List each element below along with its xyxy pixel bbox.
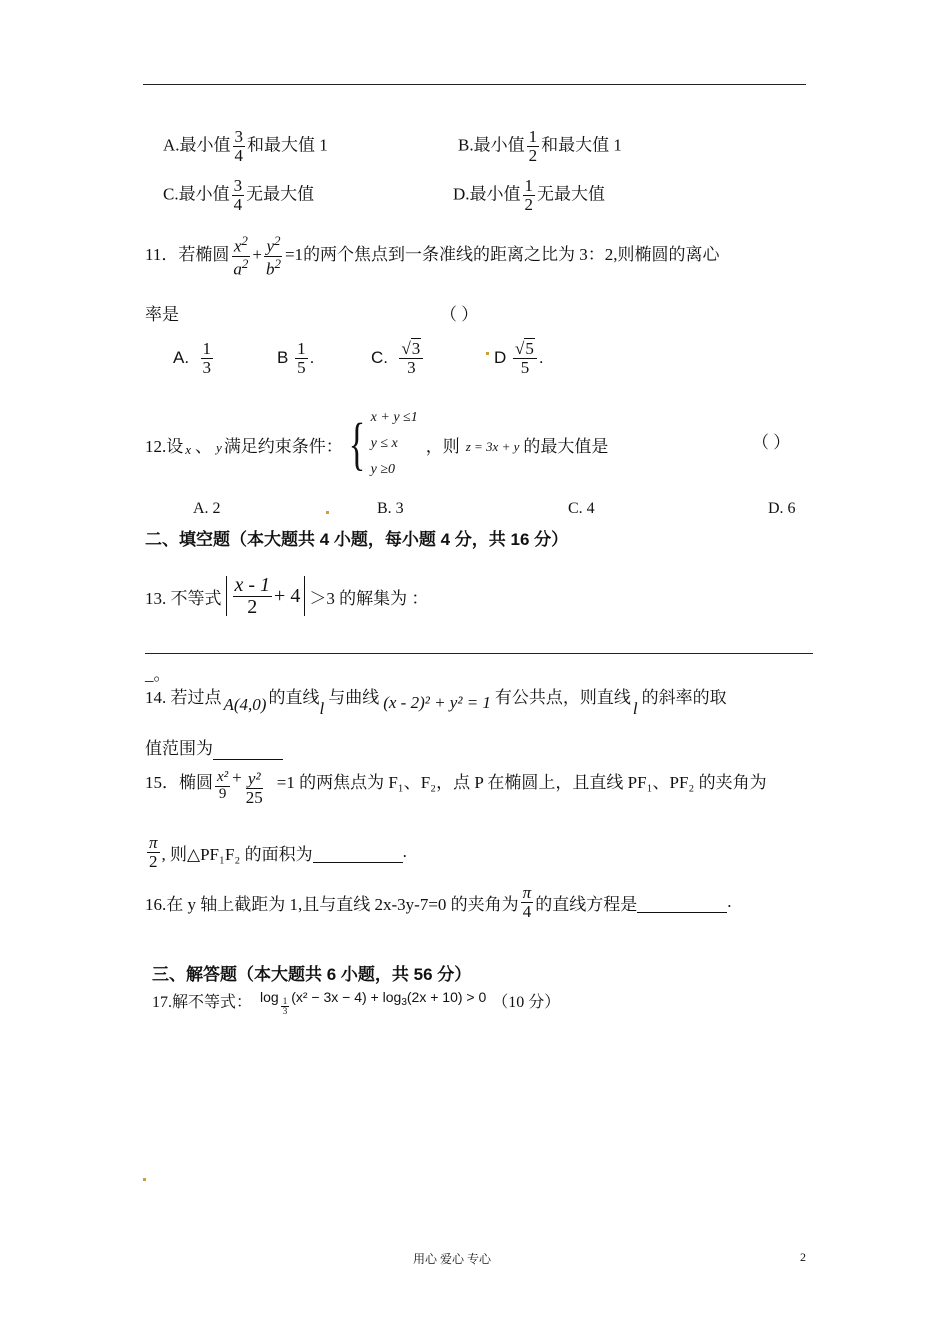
q11-option-c-denominator: 3 — [407, 357, 416, 377]
q11-x-denominator — [231, 257, 250, 279]
q11-x-var: x — [233, 236, 242, 256]
q14-curve: (x - 2)² + y² = 1 — [383, 693, 491, 712]
q12-var-x: x — [185, 442, 192, 457]
q11-option-d-tail: . — [538, 347, 544, 367]
q12-mid: 满足约束条件： — [223, 436, 343, 456]
q16-text: 16.在 y 轴上截距为 1,且与直线 2x-3y-7=0 的夹角为 — [145, 894, 519, 914]
q11-option-b-fraction — [295, 340, 308, 377]
q10-option-a — [163, 128, 328, 165]
q11-equals-one: =1 — [284, 244, 304, 264]
q11-option-b-denominator: 5 — [297, 357, 306, 377]
q15-line2 — [145, 834, 407, 871]
q10-option-d-prefix: D.最小值 — [453, 184, 521, 204]
q12-separator: 、 — [195, 436, 213, 456]
q17-stem — [152, 989, 560, 1017]
q14-stem — [145, 683, 727, 719]
q12-stem — [145, 404, 608, 484]
q17-score: （10 分） — [492, 994, 561, 1011]
q17-base-1-num: 1 — [282, 996, 288, 1006]
q11-a-var: a — [233, 259, 242, 279]
q11-b-exp: 2 — [274, 255, 281, 271]
page-number: 2 — [800, 1250, 806, 1264]
q10-option-b-suffix: 和最大值 1 — [541, 135, 622, 155]
q10-option-a-suffix: 和最大值 1 — [247, 135, 328, 155]
q11-text: 的两个焦点到一条准线的距离之比为 3：2,则椭圆的离心 — [303, 244, 720, 264]
q11-answer-paren: （ ） — [440, 305, 479, 324]
q13-stem — [145, 566, 428, 626]
q12-objective: z = 3x + y — [465, 439, 520, 454]
q14-line-l: l — [319, 699, 325, 718]
q13-numerator: x - 1 — [234, 573, 271, 596]
q15-text-2: , 则△PF₁F₂ 的面积为 — [161, 844, 313, 864]
q16-tail: 的直线方程是 — [535, 894, 638, 914]
q14-prefix: 14. 若过点 — [145, 688, 222, 707]
q15-stem — [145, 768, 767, 807]
q10-option-b-denominator: 2 — [528, 145, 538, 165]
q11-option-a — [173, 340, 215, 377]
q12-option-c: C. 4 — [568, 500, 595, 517]
q11-option-b-numerator: 1 — [297, 339, 306, 358]
q10-option-b-fraction — [527, 128, 540, 165]
q11-y-denominator — [264, 257, 283, 279]
q10-option-b-numerator: 1 — [528, 127, 538, 146]
q12-then: ，则 — [425, 436, 460, 456]
q14-answer-blank[interactable] — [213, 739, 283, 760]
q11-stem — [145, 234, 720, 278]
q12-tail: 的最大值是 — [523, 436, 609, 456]
q11-option-c-radicand: 3 — [411, 339, 421, 358]
q11-x-exp: 2 — [241, 233, 248, 248]
q11-option-a-numerator: 1 — [202, 339, 212, 358]
q15-pi: π — [149, 833, 158, 852]
abs-bar-right — [304, 576, 305, 616]
q10-option-d-denominator: 2 — [524, 194, 534, 214]
q11-option-c — [371, 340, 425, 377]
q12-var-y: y — [216, 440, 222, 455]
q15-text-1: =1 的两焦点为 F₁、F₂，点 P 在椭圆上，且直线 PF₁、PF₂ 的夹角为 — [276, 773, 767, 792]
q12-constraint-2: y ≤ x — [370, 436, 398, 451]
brace-icon: { — [348, 411, 366, 476]
q10-option-c-fraction — [232, 177, 245, 214]
q13-denominator: 2 — [247, 595, 258, 618]
q14-line2 — [145, 734, 283, 760]
q11-plus: + — [252, 244, 262, 264]
decorative-dot — [326, 511, 329, 514]
q17-prefix: 17.解不等式： — [152, 994, 253, 1011]
q17-expr-2: (2x + 10) > 0 — [406, 989, 487, 1005]
q10-option-b-prefix: B.最小值 — [458, 135, 525, 155]
q15-x-denominator: 9 — [218, 785, 227, 802]
q14-line-l-2: l — [632, 699, 638, 718]
q11-option-b-label: B — [277, 347, 289, 367]
q11-option-c-label: C. — [371, 347, 388, 367]
q13-fraction — [233, 575, 273, 618]
q10-option-d — [453, 177, 605, 214]
q11-option-d-numerator — [513, 340, 537, 359]
q10-option-a-fraction — [233, 128, 246, 165]
q12-option-d: D. 6 — [768, 500, 796, 517]
q14-point: A(4,0) — [223, 695, 267, 714]
header-rule — [143, 84, 806, 85]
q16-answer-blank[interactable] — [637, 892, 727, 913]
q11-line2: 率是 — [145, 305, 179, 324]
q11-option-b-tail: . — [309, 347, 315, 367]
q16-four: 4 — [522, 901, 532, 921]
q11-option-c-numerator — [399, 340, 423, 359]
q12-option-b: B. 3 — [377, 500, 404, 517]
q17-base-1-den: 3 — [282, 1006, 288, 1017]
q11-x-numerator — [232, 234, 250, 257]
q10-option-a-denominator: 4 — [234, 145, 244, 165]
q15-two: 2 — [149, 851, 158, 871]
q15-plus: + — [232, 768, 242, 787]
q15-y-fraction — [244, 770, 265, 807]
q15-y-denominator: 25 — [245, 787, 263, 807]
q15-period: . — [402, 842, 407, 862]
q14-text-1: 的直线 — [268, 688, 320, 707]
q11-b-var: b — [265, 259, 275, 279]
q10-option-c-numerator: 3 — [233, 176, 243, 195]
q16-pi: π — [522, 883, 532, 902]
q17-base-1 — [281, 997, 290, 1017]
q11-prefix: 11．若椭圆 — [145, 244, 230, 264]
q11-y-numerator — [264, 234, 282, 257]
q10-option-b — [458, 128, 622, 165]
q11-y-var: y — [266, 236, 274, 256]
q12-answer-paren: （ ） — [752, 433, 791, 452]
q16-pi-fraction — [521, 884, 534, 921]
q10-option-d-fraction — [523, 177, 536, 214]
section-3-heading: 三、解答题（本大题共 6 小题，共 56 分） — [152, 965, 472, 984]
q15-answer-blank[interactable] — [313, 842, 403, 863]
q15-prefix: 15．椭圆 — [145, 773, 213, 792]
q11-option-b — [277, 340, 314, 377]
decorative-dot — [143, 1178, 146, 1181]
q10-option-c-prefix: C.最小值 — [163, 184, 230, 204]
q14-text-3: 有公共点，则直线 — [494, 688, 631, 707]
q16-period: . — [727, 892, 732, 912]
q17-expr-1: (x² − 3x − 4) + log — [291, 989, 402, 1005]
q12-constraints — [371, 405, 418, 483]
q13-continuation: _。 — [145, 665, 171, 684]
q11-option-a-denominator: 3 — [202, 357, 212, 377]
abs-bar-left — [226, 576, 227, 616]
q10-option-c — [163, 177, 314, 214]
q11-y-exp: 2 — [273, 233, 281, 248]
q11-y-fraction — [264, 234, 283, 278]
sqrt-icon: √ — [401, 339, 411, 358]
q13-prefix: 13. 不等式 — [145, 588, 222, 608]
q15-x-numerator: x² — [217, 769, 229, 785]
q11-x-fraction — [231, 234, 250, 278]
sqrt-icon: √ — [515, 339, 525, 358]
q10-option-c-denominator: 4 — [233, 194, 243, 214]
footer-slogan: 用心 爱心 专心 — [413, 1252, 492, 1266]
q11-option-d-label: D — [494, 347, 507, 367]
section-2-heading: 二、填空题（本大题共 4 小题，每小题 4 分，共 16 分） — [145, 530, 569, 549]
q11-option-d-radicand: 5 — [525, 339, 534, 358]
q11-option-d-denominator: 5 — [520, 357, 530, 377]
q16-stem — [145, 884, 731, 921]
q10-option-c-suffix: 无最大值 — [246, 184, 315, 204]
q10-option-a-numerator: 3 — [234, 127, 244, 146]
q12-constraint-1: x + y ≤1 — [370, 410, 418, 425]
q12-prefix: 12.设 — [145, 436, 184, 456]
q10-option-d-suffix: 无最大值 — [537, 184, 606, 204]
q14-text-2: 与曲线 — [328, 688, 380, 707]
q11-option-a-label: A. — [173, 347, 190, 367]
q11-option-d-fraction — [513, 340, 537, 377]
q11-option-d — [494, 340, 544, 377]
q10-option-a-prefix: A.最小值 — [163, 135, 231, 155]
q14-text-4: 的斜率的取 — [641, 688, 727, 707]
q17-base-2: 3 — [401, 997, 407, 1008]
decorative-dot — [486, 352, 489, 355]
q15-pi-fraction — [147, 834, 160, 871]
q12-constraint-3: y ≥0 — [370, 462, 396, 477]
q11-option-c-fraction — [399, 340, 423, 377]
q12-option-a: A. 2 — [193, 500, 221, 517]
q17-log-1: log — [260, 989, 279, 1005]
q11-a-exp: 2 — [241, 255, 249, 271]
q11-option-a-fraction — [201, 340, 214, 377]
q13-tail: ＞3 的解集为 ： — [309, 588, 429, 608]
q13-plus-four: + 4 — [274, 584, 301, 607]
q10-option-d-numerator: 1 — [524, 176, 534, 195]
q13-answer-line — [145, 653, 813, 654]
q14-line2-text: 值范围为 — [145, 739, 213, 758]
q15-y-numerator: y² — [247, 769, 261, 788]
q15-x-fraction — [215, 770, 230, 803]
